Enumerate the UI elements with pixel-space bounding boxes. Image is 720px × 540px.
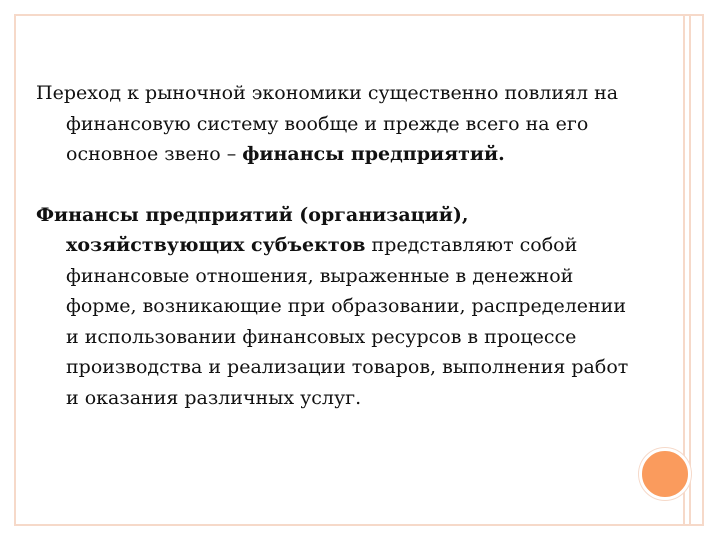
accent-circle [639,448,691,500]
paragraph-market-economy [36,78,636,170]
slide-body [36,78,636,413]
paragraph-text: представляют собой финансовые отношения, выраженные в денежной форме, возникающие при образовании, распределении и использовании финансовых ресурсов в процессе производства и реализации товаров, выполнения работ и оказания различных услуг. [66,234,629,409]
side-rule [689,14,691,526]
paragraph-bold: Финансы предприятий (организаций), хозяйствующих субъектов [36,203,469,256]
paragraph-bold: финансы предприятий. [242,143,505,165]
side-rule [683,14,685,526]
paragraph-enterprise-finance [36,200,636,414]
paragraph-text: Переход к рыночной экономики существенно повлиял на финансовую систему вообще и прежде всего на его основное звено – [36,82,619,165]
